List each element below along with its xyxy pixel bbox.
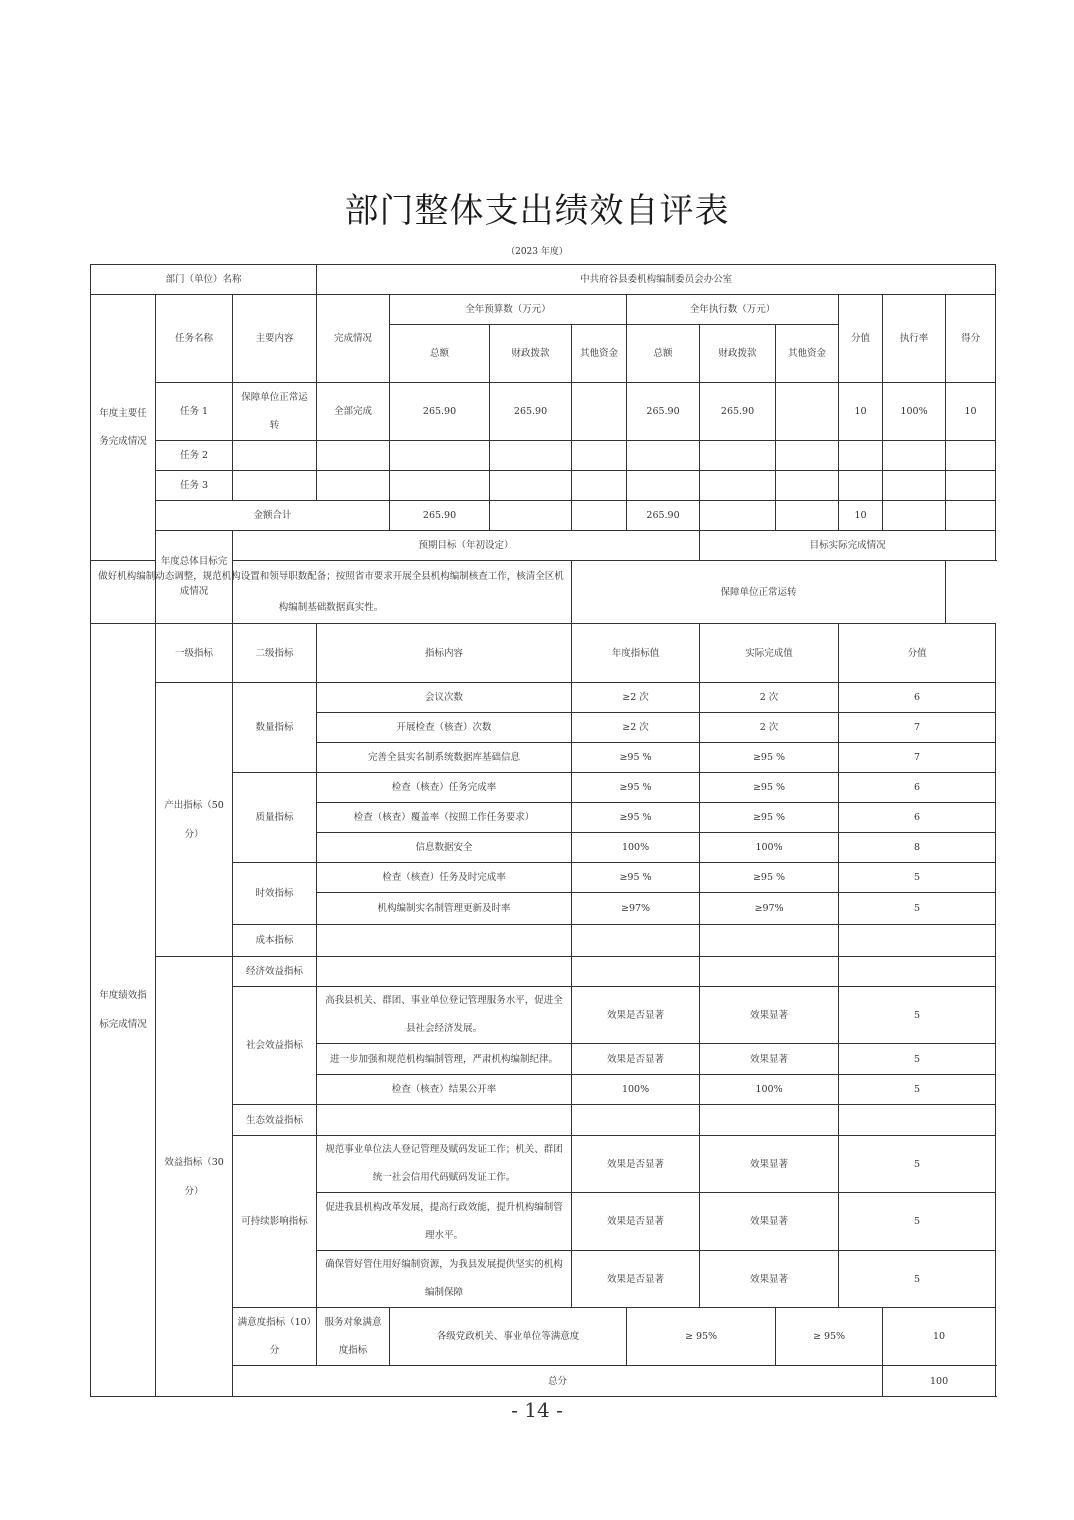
dept-name: 中共府谷县委机构编制委员会办公室 xyxy=(317,265,996,295)
total-score-label: 总分 xyxy=(233,1366,883,1397)
indicator-value: 5 xyxy=(839,863,996,893)
indicator-target: 效果是否显著 xyxy=(572,987,700,1044)
header-annual-budget: 全年预算数（万元） xyxy=(390,295,627,325)
task-name: 任务 2 xyxy=(156,441,233,471)
header-budget-total: 总额 xyxy=(390,325,490,383)
task-exec-fiscal xyxy=(700,441,776,471)
header-main-content: 主要内容 xyxy=(233,295,317,383)
indicator-content: 检查（核查）覆盖率（按照工作任务要求） xyxy=(317,803,572,833)
indicators-section-label: 年度绩效指标完成情况 xyxy=(91,624,156,1397)
indicator-target: 效果是否显著 xyxy=(572,1251,700,1308)
task-exec-rate xyxy=(883,471,946,501)
indicator-actual: 2 次 xyxy=(700,713,839,743)
task-content xyxy=(233,471,317,501)
task-budget-fiscal xyxy=(490,471,572,501)
task-budget-fiscal xyxy=(490,441,572,471)
task-exec-other xyxy=(776,383,839,441)
dept-label: 部门（单位）名称 xyxy=(91,265,317,295)
indicator-value: 5 xyxy=(839,987,996,1044)
sum-exec-total: 265.90 xyxy=(627,501,700,531)
header-indicator-value: 分值 xyxy=(839,624,996,683)
indicator-actual: 效果显著 xyxy=(700,1193,839,1251)
indicator-target: 100% xyxy=(572,833,700,863)
task-budget-other xyxy=(572,383,627,441)
task-exec-rate: 100% xyxy=(883,383,946,441)
indicator-value: 8 xyxy=(839,833,996,863)
sum-score-value: 10 xyxy=(839,501,883,531)
task-exec-fiscal xyxy=(700,471,776,501)
indicator-value: 6 xyxy=(839,803,996,833)
task-score-value: 10 xyxy=(839,383,883,441)
task-exec-rate xyxy=(883,441,946,471)
indicator-actual: 效果显著 xyxy=(700,1251,839,1308)
indicator-target: ≥95 % xyxy=(572,773,700,803)
task-score-value xyxy=(839,471,883,501)
indicator-target: 效果是否显著 xyxy=(572,1193,700,1251)
economic-indicators-label: 经济效益指标 xyxy=(233,957,317,987)
task-row xyxy=(91,441,996,471)
task-status xyxy=(317,471,390,501)
indicator-content: 机构编制实名制管理更新及时率 xyxy=(317,893,572,925)
indicator-actual: 100% xyxy=(700,833,839,863)
indicator-content: 各级党政机关、事业单位等满意度 xyxy=(390,1308,627,1366)
indicator-content: 确保管好管住用好编制资源，为我县发展提供坚实的机构编制保障 xyxy=(317,1251,572,1308)
amount-total-label: 金额合计 xyxy=(156,501,390,531)
header-level1: 一级指标 xyxy=(156,624,233,683)
actual-completion-text: 保障单位正常运转 xyxy=(572,561,946,624)
amount-total-row xyxy=(91,501,996,531)
header-annual-execution: 全年执行数（万元） xyxy=(627,295,839,325)
indicator-content: 会议次数 xyxy=(317,683,572,713)
task-status xyxy=(317,441,390,471)
task-name: 任务 3 xyxy=(156,471,233,501)
indicator-target: ≥2 次 xyxy=(572,713,700,743)
indicator-content: 进一步加强和规范机构编制管理，严肃机构编制纪律。 xyxy=(317,1044,572,1075)
indicator-value: 10 xyxy=(883,1308,996,1366)
indicator-content: 信息数据安全 xyxy=(317,833,572,863)
indicator-actual: 效果显著 xyxy=(700,1136,839,1193)
ecological-indicators-label: 生态效益指标 xyxy=(233,1105,317,1136)
header-exec-fiscal: 财政拨款 xyxy=(700,325,776,383)
indicator-target: ≥ 95% xyxy=(627,1308,776,1366)
header-level2: 二级指标 xyxy=(233,624,317,683)
indicator-value: 5 xyxy=(839,1075,996,1105)
goals-section-label: 年度总体目标完成情况 xyxy=(156,531,233,624)
task-exec-fiscal: 265.90 xyxy=(700,383,776,441)
task-budget-total xyxy=(390,471,490,501)
header-expected-goal: 预期目标（年初设定） xyxy=(233,531,700,561)
indicator-target: ≥95 % xyxy=(572,803,700,833)
indicator-target: ≥2 次 xyxy=(572,683,700,713)
task-score-value xyxy=(839,441,883,471)
benefit-indicators-label: 效益指标（30分） xyxy=(156,957,233,1397)
task-exec-other xyxy=(776,471,839,501)
indicator-content: 促进我县机构改革发展，提高行政效能，提升机构编制管理水平。 xyxy=(317,1193,572,1251)
task-budget-other xyxy=(572,471,627,501)
indicator-actual: ≥ 95% xyxy=(776,1308,883,1366)
indicator-target: ≥95 % xyxy=(572,863,700,893)
indicator-value: 5 xyxy=(839,1193,996,1251)
task-exec-total xyxy=(627,471,700,501)
header-actual-completion: 目标实际完成情况 xyxy=(700,531,996,561)
total-value: 100 xyxy=(883,1366,996,1397)
sum-budget-total: 265.90 xyxy=(390,501,490,531)
task-row xyxy=(91,471,996,501)
task-exec-total xyxy=(627,441,700,471)
task-score xyxy=(946,441,996,471)
expected-goal-text: 做好机构编制动态调整，规范机构设置和领导职数配备；按照省市要求开展全县机构编制核查工作，核清全区机构编制基础数据真实性。 xyxy=(91,561,572,624)
header-actual-value: 实际完成值 xyxy=(700,624,839,683)
indicator-actual: ≥95 % xyxy=(700,773,839,803)
tasks-section-label: 年度主要任务完成情况 xyxy=(91,295,156,561)
task-content: 保障单位正常运转 xyxy=(233,383,317,441)
indicator-target: ≥95 % xyxy=(572,743,700,773)
header-annual-target: 年度指标值 xyxy=(572,624,700,683)
header-execution-rate: 执行率 xyxy=(883,295,946,383)
indicator-actual: 效果显著 xyxy=(700,987,839,1044)
task-row xyxy=(91,383,996,441)
output-indicators-label: 产出指标（50分） xyxy=(156,683,233,957)
satisfaction-indicators-label: 满意度指标（10）分 xyxy=(233,1308,317,1366)
task-content xyxy=(233,441,317,471)
indicator-target: 效果是否显著 xyxy=(572,1136,700,1193)
indicator-target: ≥97% xyxy=(572,893,700,925)
indicator-value: 7 xyxy=(839,713,996,743)
indicator-value: 5 xyxy=(839,1136,996,1193)
indicator-row xyxy=(91,957,996,987)
indicator-actual: ≥97% xyxy=(700,893,839,925)
sustainable-indicators-label: 可持续影响指标 xyxy=(233,1136,317,1308)
header-completion-status: 完成情况 xyxy=(317,295,390,383)
header-budget-fiscal: 财政拨款 xyxy=(490,325,572,383)
task-exec-total: 265.90 xyxy=(627,383,700,441)
indicator-value: 6 xyxy=(839,683,996,713)
indicator-value: 5 xyxy=(839,1251,996,1308)
task-name: 任务 1 xyxy=(156,383,233,441)
indicator-content: 高我县机关、群团、事业单位登记管理服务水平，促进全县社会经济发展。 xyxy=(317,987,572,1044)
indicator-content: 规范事业单位法人登记管理及赋码发证工作；机关、群团统一社会信用代码赋码发证工作。 xyxy=(317,1136,572,1193)
header-score: 得分 xyxy=(946,295,996,383)
task-score xyxy=(946,471,996,501)
cost-indicators-label: 成本指标 xyxy=(233,925,317,957)
header-score-value: 分值 xyxy=(839,295,883,383)
indicator-value: 5 xyxy=(839,1044,996,1075)
indicator-value: 7 xyxy=(839,743,996,773)
task-budget-other xyxy=(572,441,627,471)
indicator-value: 5 xyxy=(839,893,996,925)
task-budget-fiscal: 265.90 xyxy=(490,383,572,441)
header-exec-total: 总额 xyxy=(627,325,700,383)
header-exec-other: 其他资金 xyxy=(776,325,839,383)
indicator-content: 开展检查（核查）次数 xyxy=(317,713,572,743)
indicator-actual: 效果显著 xyxy=(700,1044,839,1075)
indicator-target: 100% xyxy=(572,1075,700,1105)
header-indicator-content: 指标内容 xyxy=(317,624,572,683)
page-number: - 14 - xyxy=(511,1398,563,1422)
performance-table xyxy=(90,264,996,1397)
social-indicators-label: 社会效益指标 xyxy=(233,987,317,1105)
indicator-actual: ≥95 % xyxy=(700,803,839,833)
indicator-actual: 100% xyxy=(700,1075,839,1105)
timeliness-indicators-label: 时效指标 xyxy=(233,863,317,925)
quality-indicators-label: 质量指标 xyxy=(233,773,317,863)
indicator-content: 完善全县实名制系统数据库基础信息 xyxy=(317,743,572,773)
indicator-content: 检查（核查）任务完成率 xyxy=(317,773,572,803)
indicator-target: 效果是否显著 xyxy=(572,1044,700,1075)
task-exec-other xyxy=(776,441,839,471)
indicator-content: 检查（核查）结果公开率 xyxy=(317,1075,572,1105)
indicator-actual: ≥95 % xyxy=(700,863,839,893)
task-budget-total: 265.90 xyxy=(390,383,490,441)
indicator-value: 6 xyxy=(839,773,996,803)
page-title: 部门整体支出绩效自评表 xyxy=(344,191,730,231)
header-budget-other: 其他资金 xyxy=(572,325,627,383)
task-budget-total xyxy=(390,441,490,471)
indicator-row xyxy=(91,683,996,713)
indicator-content: 检查（核查）任务及时完成率 xyxy=(317,863,572,893)
quantity-indicators-label: 数量指标 xyxy=(233,683,317,773)
task-status: 全部完成 xyxy=(317,383,390,441)
indicator-actual: 2 次 xyxy=(700,683,839,713)
header-task-name: 任务名称 xyxy=(156,295,233,383)
indicator-actual: ≥95 % xyxy=(700,743,839,773)
task-score: 10 xyxy=(946,383,996,441)
fiscal-year: （2023 年度） xyxy=(506,247,568,257)
service-satisfaction-label: 服务对象满意度指标 xyxy=(317,1308,390,1366)
